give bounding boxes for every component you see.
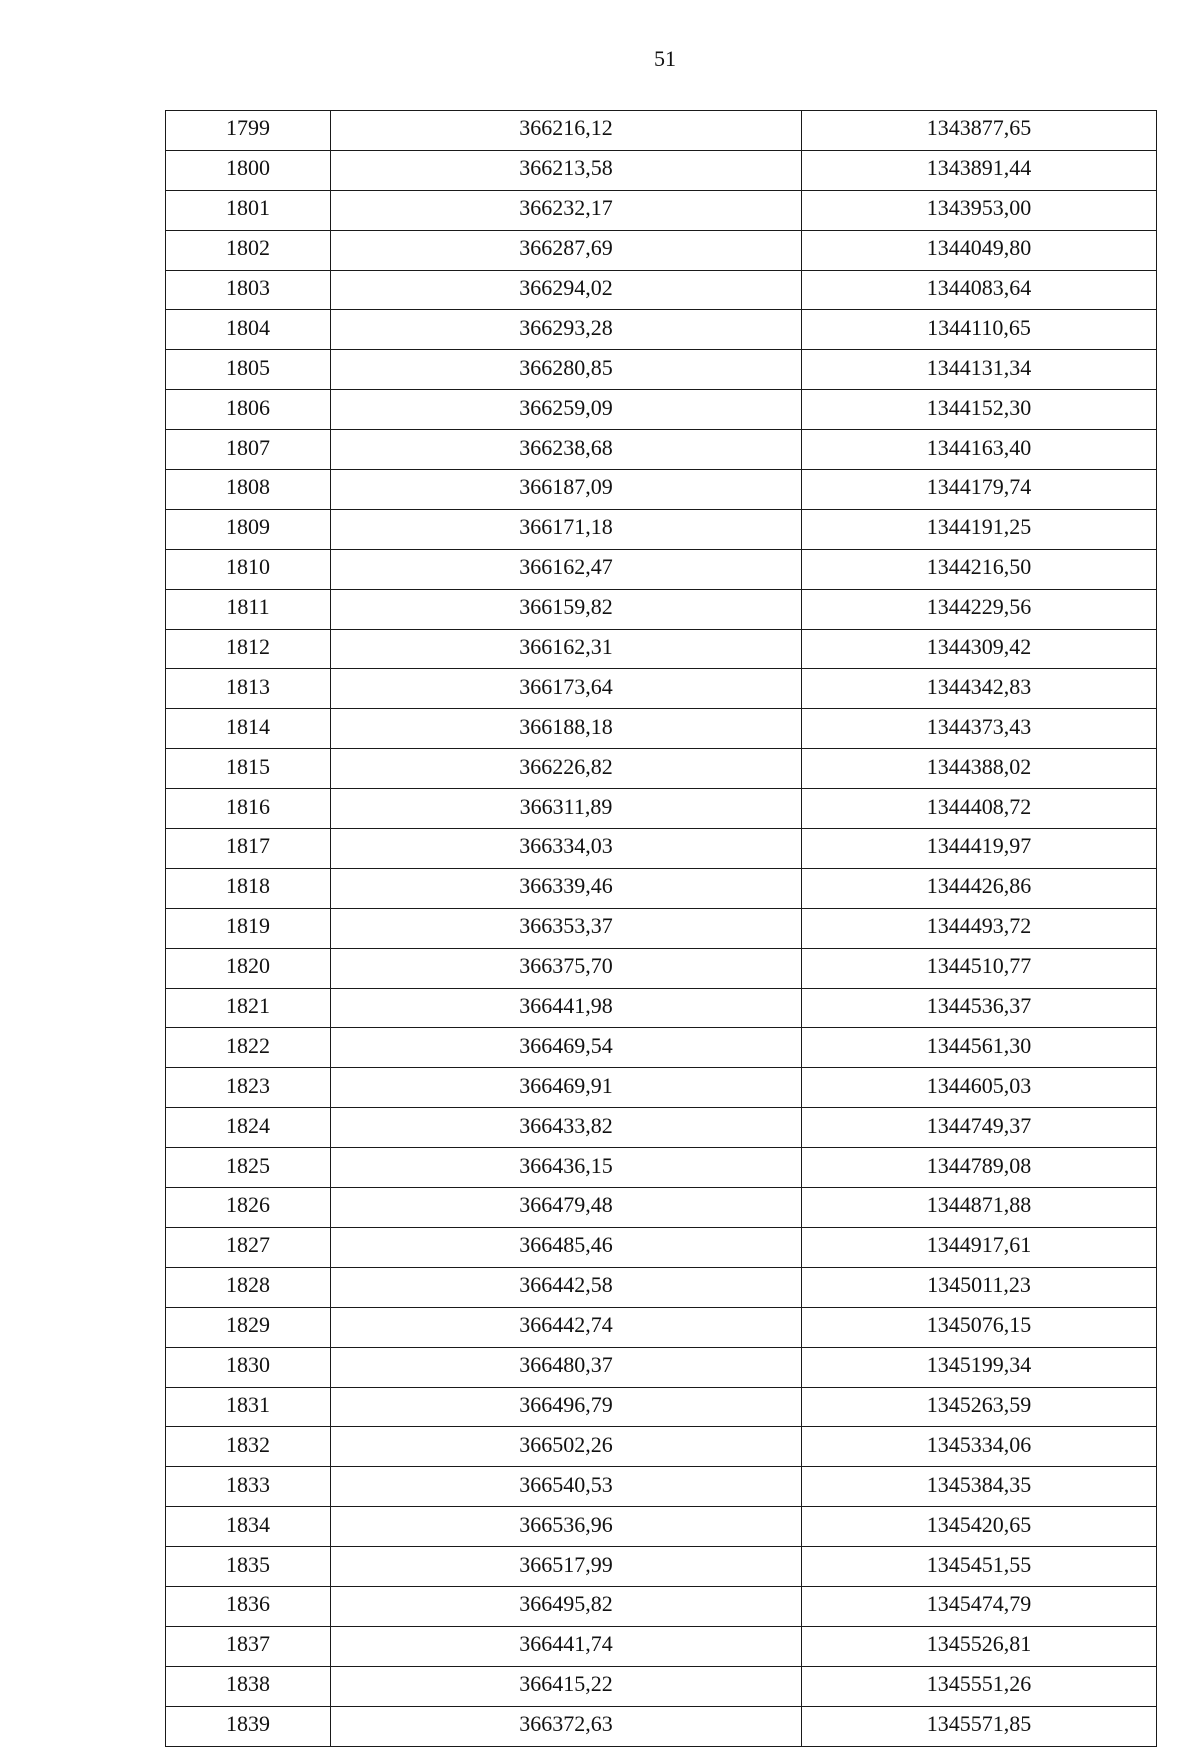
x-coordinate-cell: 366540,53: [331, 1467, 802, 1507]
x-coordinate-cell: 366238,68: [331, 430, 802, 470]
y-coordinate-cell: 1345334,06: [802, 1427, 1157, 1467]
x-coordinate-cell: 366162,47: [331, 549, 802, 589]
y-coordinate-cell: 1344419,97: [802, 829, 1157, 869]
table-row: [166, 1507, 1157, 1547]
table-row: [166, 1427, 1157, 1467]
point-number-cell: 1837: [166, 1626, 331, 1666]
table-row: [166, 111, 1157, 151]
point-number-cell: 1830: [166, 1347, 331, 1387]
y-coordinate-cell: 1344561,30: [802, 1028, 1157, 1068]
x-coordinate-cell: 366442,58: [331, 1267, 802, 1307]
y-coordinate-cell: 1344110,65: [802, 310, 1157, 350]
point-number-cell: 1801: [166, 190, 331, 230]
y-coordinate-cell: 1344191,25: [802, 509, 1157, 549]
table-row: [166, 1347, 1157, 1387]
table-row: [166, 1307, 1157, 1347]
page-number: 51: [654, 46, 676, 71]
x-coordinate-cell: 366536,96: [331, 1507, 802, 1547]
point-number-cell: 1811: [166, 589, 331, 629]
point-number-cell: 1829: [166, 1307, 331, 1347]
y-coordinate-cell: 1345011,23: [802, 1267, 1157, 1307]
table-row: [166, 1586, 1157, 1626]
y-coordinate-cell: 1344510,77: [802, 948, 1157, 988]
point-number-cell: 1818: [166, 868, 331, 908]
x-coordinate-cell: 366469,54: [331, 1028, 802, 1068]
x-coordinate-cell: 366433,82: [331, 1108, 802, 1148]
point-number-cell: 1826: [166, 1188, 331, 1228]
y-coordinate-cell: 1344309,42: [802, 629, 1157, 669]
x-coordinate-cell: 366311,89: [331, 789, 802, 829]
x-coordinate-cell: 366496,79: [331, 1387, 802, 1427]
table-row: [166, 789, 1157, 829]
y-coordinate-cell: 1344749,37: [802, 1108, 1157, 1148]
point-number-cell: 1812: [166, 629, 331, 669]
point-number-cell: 1822: [166, 1028, 331, 1068]
point-number-cell: 1819: [166, 908, 331, 948]
x-coordinate-cell: 366188,18: [331, 709, 802, 749]
point-number-cell: 1825: [166, 1148, 331, 1188]
y-coordinate-cell: 1345384,35: [802, 1467, 1157, 1507]
point-number-cell: 1836: [166, 1586, 331, 1626]
point-number-cell: 1831: [166, 1387, 331, 1427]
table-row: [166, 1387, 1157, 1427]
point-number-cell: 1817: [166, 829, 331, 869]
table-row: [166, 1706, 1157, 1746]
y-coordinate-cell: 1344388,02: [802, 749, 1157, 789]
table-row: [166, 390, 1157, 430]
x-coordinate-cell: 366339,46: [331, 868, 802, 908]
x-coordinate-cell: 366216,12: [331, 111, 802, 151]
point-number-cell: 1835: [166, 1547, 331, 1587]
y-coordinate-cell: 1344229,56: [802, 589, 1157, 629]
table-row: [166, 669, 1157, 709]
table-row: [166, 1666, 1157, 1706]
point-number-cell: 1815: [166, 749, 331, 789]
table-row: [166, 629, 1157, 669]
table-row: [166, 749, 1157, 789]
y-coordinate-cell: 1344131,34: [802, 350, 1157, 390]
y-coordinate-cell: 1345526,81: [802, 1626, 1157, 1666]
x-coordinate-cell: 366213,58: [331, 150, 802, 190]
x-coordinate-cell: 366259,09: [331, 390, 802, 430]
table-row: [166, 310, 1157, 350]
point-number-cell: 1824: [166, 1108, 331, 1148]
table-row: [166, 509, 1157, 549]
x-coordinate-cell: 366415,22: [331, 1666, 802, 1706]
x-coordinate-cell: 366187,09: [331, 470, 802, 510]
x-coordinate-cell: 366287,69: [331, 230, 802, 270]
table-row: [166, 709, 1157, 749]
x-coordinate-cell: 366353,37: [331, 908, 802, 948]
y-coordinate-cell: 1345263,59: [802, 1387, 1157, 1427]
table-row: [166, 988, 1157, 1028]
point-number-cell: 1805: [166, 350, 331, 390]
table-row: [166, 1028, 1157, 1068]
point-number-cell: 1820: [166, 948, 331, 988]
x-coordinate-cell: 366173,64: [331, 669, 802, 709]
x-coordinate-cell: 366495,82: [331, 1586, 802, 1626]
table-row: [166, 470, 1157, 510]
y-coordinate-cell: 1345474,79: [802, 1586, 1157, 1626]
point-number-cell: 1828: [166, 1267, 331, 1307]
point-number-cell: 1810: [166, 549, 331, 589]
point-number-cell: 1799: [166, 111, 331, 151]
point-number-cell: 1809: [166, 509, 331, 549]
point-number-cell: 1804: [166, 310, 331, 350]
table-row: [166, 948, 1157, 988]
y-coordinate-cell: 1345420,65: [802, 1507, 1157, 1547]
y-coordinate-cell: 1344426,86: [802, 868, 1157, 908]
table-row: [166, 549, 1157, 589]
x-coordinate-cell: 366469,91: [331, 1068, 802, 1108]
x-coordinate-cell: 366232,17: [331, 190, 802, 230]
table-body: [166, 111, 1157, 1747]
y-coordinate-cell: 1344605,03: [802, 1068, 1157, 1108]
point-number-cell: 1821: [166, 988, 331, 1028]
point-number-cell: 1800: [166, 150, 331, 190]
y-coordinate-cell: 1345199,34: [802, 1347, 1157, 1387]
x-coordinate-cell: 366480,37: [331, 1347, 802, 1387]
x-coordinate-cell: 366280,85: [331, 350, 802, 390]
x-coordinate-cell: 366162,31: [331, 629, 802, 669]
point-number-cell: 1832: [166, 1427, 331, 1467]
x-coordinate-cell: 366442,74: [331, 1307, 802, 1347]
x-coordinate-cell: 366479,48: [331, 1188, 802, 1228]
table-row: [166, 829, 1157, 869]
table-row: [166, 270, 1157, 310]
table-row: [166, 1467, 1157, 1507]
table-row: [166, 150, 1157, 190]
point-number-cell: 1806: [166, 390, 331, 430]
point-number-cell: 1834: [166, 1507, 331, 1547]
y-coordinate-cell: 1344408,72: [802, 789, 1157, 829]
table-row: [166, 1108, 1157, 1148]
table-row: [166, 1227, 1157, 1267]
table-row: [166, 350, 1157, 390]
table-row: [166, 1626, 1157, 1666]
y-coordinate-cell: 1344163,40: [802, 430, 1157, 470]
point-number-cell: 1802: [166, 230, 331, 270]
point-number-cell: 1838: [166, 1666, 331, 1706]
table-row: [166, 1188, 1157, 1228]
point-number-cell: 1814: [166, 709, 331, 749]
x-coordinate-cell: 366436,15: [331, 1148, 802, 1188]
y-coordinate-cell: 1344789,08: [802, 1148, 1157, 1188]
x-coordinate-cell: 366375,70: [331, 948, 802, 988]
x-coordinate-cell: 366171,18: [331, 509, 802, 549]
point-number-cell: 1813: [166, 669, 331, 709]
x-coordinate-cell: 366502,26: [331, 1427, 802, 1467]
y-coordinate-cell: 1343953,00: [802, 190, 1157, 230]
y-coordinate-cell: 1344917,61: [802, 1227, 1157, 1267]
y-coordinate-cell: 1345076,15: [802, 1307, 1157, 1347]
y-coordinate-cell: 1345571,85: [802, 1706, 1157, 1746]
point-number-cell: 1839: [166, 1706, 331, 1746]
table-row: [166, 908, 1157, 948]
table-row: [166, 190, 1157, 230]
point-number-cell: 1823: [166, 1068, 331, 1108]
point-number-cell: 1807: [166, 430, 331, 470]
x-coordinate-cell: 366441,98: [331, 988, 802, 1028]
y-coordinate-cell: 1344536,37: [802, 988, 1157, 1028]
table-row: [166, 868, 1157, 908]
y-coordinate-cell: 1343891,44: [802, 150, 1157, 190]
y-coordinate-cell: 1344493,72: [802, 908, 1157, 948]
table-row: [166, 1547, 1157, 1587]
table-row: [166, 1267, 1157, 1307]
x-coordinate-cell: 366293,28: [331, 310, 802, 350]
y-coordinate-cell: 1344216,50: [802, 549, 1157, 589]
table-row: [166, 230, 1157, 270]
y-coordinate-cell: 1345551,26: [802, 1666, 1157, 1706]
point-number-cell: 1816: [166, 789, 331, 829]
point-number-cell: 1803: [166, 270, 331, 310]
y-coordinate-cell: 1345451,55: [802, 1547, 1157, 1587]
x-coordinate-cell: 366441,74: [331, 1626, 802, 1666]
x-coordinate-cell: 366485,46: [331, 1227, 802, 1267]
y-coordinate-cell: 1344871,88: [802, 1188, 1157, 1228]
x-coordinate-cell: 366226,82: [331, 749, 802, 789]
y-coordinate-cell: 1344373,43: [802, 709, 1157, 749]
point-number-cell: 1833: [166, 1467, 331, 1507]
x-coordinate-cell: 366294,02: [331, 270, 802, 310]
y-coordinate-cell: 1343877,65: [802, 111, 1157, 151]
y-coordinate-cell: 1344179,74: [802, 470, 1157, 510]
y-coordinate-cell: 1344152,30: [802, 390, 1157, 430]
x-coordinate-cell: 366517,99: [331, 1547, 802, 1587]
point-number-cell: 1827: [166, 1227, 331, 1267]
table-row: [166, 1148, 1157, 1188]
x-coordinate-cell: 366372,63: [331, 1706, 802, 1746]
y-coordinate-cell: 1344049,80: [802, 230, 1157, 270]
y-coordinate-cell: 1344342,83: [802, 669, 1157, 709]
x-coordinate-cell: 366334,03: [331, 829, 802, 869]
table-row: [166, 1068, 1157, 1108]
point-number-cell: 1808: [166, 470, 331, 510]
coordinates-table: [165, 110, 1157, 1747]
table-row: [166, 430, 1157, 470]
table-row: [166, 589, 1157, 629]
y-coordinate-cell: 1344083,64: [802, 270, 1157, 310]
x-coordinate-cell: 366159,82: [331, 589, 802, 629]
